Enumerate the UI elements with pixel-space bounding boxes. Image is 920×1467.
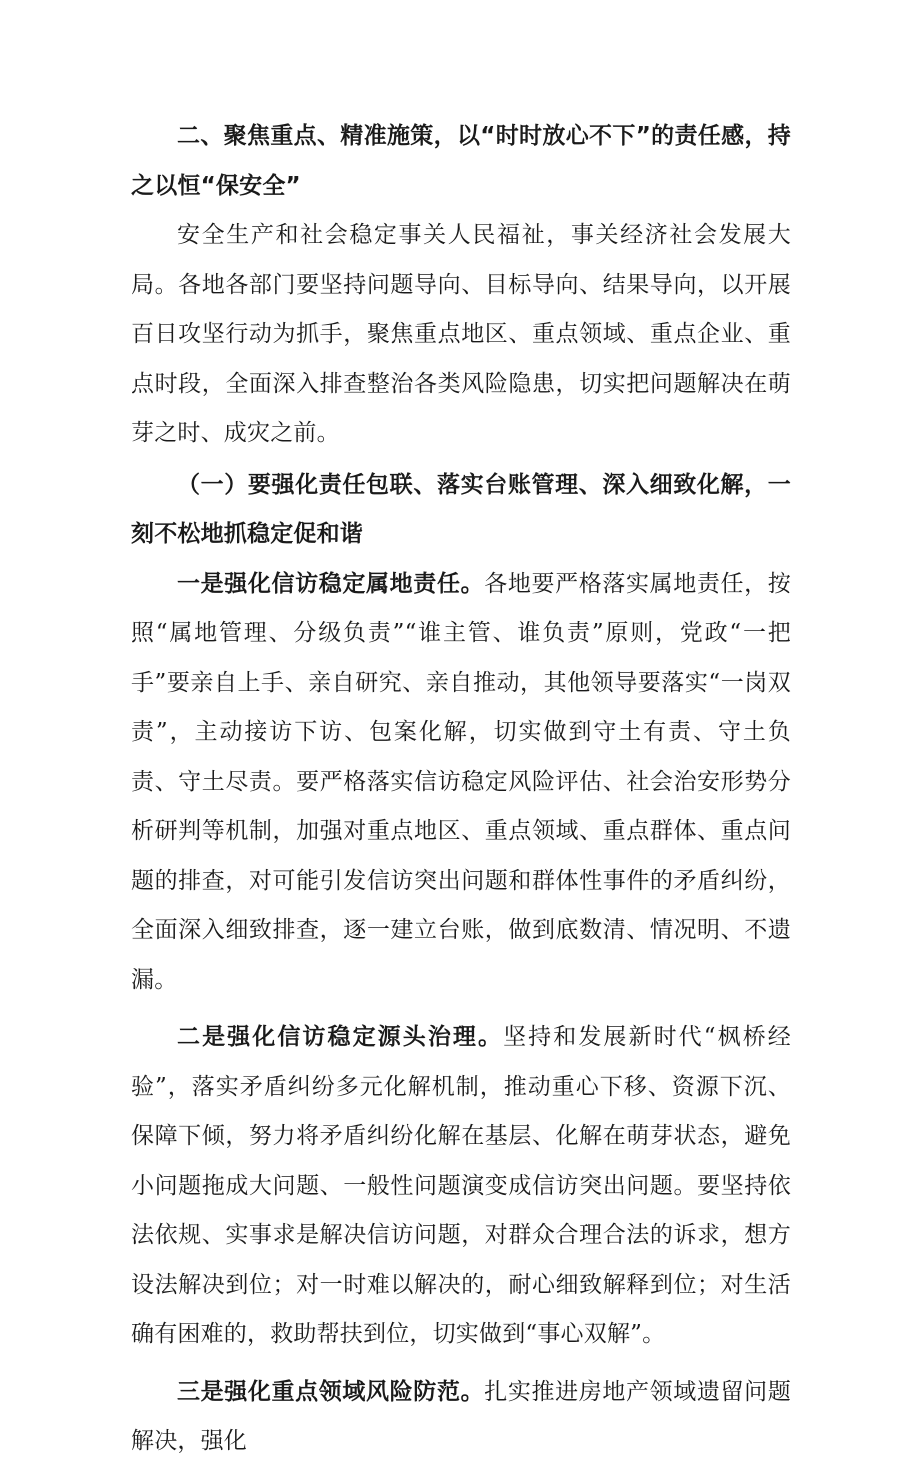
- document-body: [131, 112, 791, 1467]
- item-lead-3: 三是强化重点领域风险防范。: [177, 1378, 485, 1405]
- intro-paragraph: 安全生产和社会稳定事关人民福祉，事关经济社会发展大局。各地各部门要坚持问题导向、目标导向、结果导向，以开展百日攻坚行动为抓手，聚焦重点地区、重点领域、重点企业、重点时段，全面深入排查整治各类风险隐患，切实把问题解决在萌芽之时、成灾之前。: [131, 222, 791, 446]
- spacer: [131, 1005, 791, 1013]
- item-lead-2: 二是强化信访稳定源头治理。: [177, 1024, 504, 1050]
- section-heading: 二、聚焦重点、精准施策，以“时时放心不下”的责任感，持之以恒“保安全”: [131, 123, 791, 199]
- item-lead-1: 一是强化信访稳定属地责任。: [177, 570, 485, 597]
- spacer: [131, 1360, 791, 1368]
- item-text-3: 扎实推进房地产领域遗留问题解决，强化: [131, 1378, 791, 1454]
- subsection-heading: （一）要强化责任包联、落实台账管理、深入细致化解，一刻不松地抓稳定促和谐: [131, 471, 791, 547]
- item-paragraph-2: [131, 1013, 791, 1360]
- item-text-2: 坚持和发展新时代“枫桥经验”，落实矛盾纠纷多元化解机制，推动重心下移、资源下沉、保障下倾，努力将矛盾纠纷化解在基层、化解在萌芽状态，避免小问题拖成大问题、一般性问题演变成信访突出问题。要坚持依法依规、实事求是解决信访问题，对群众合理合法的诉求，想方设法解决到位；对一时难以解决的，耐心细致解释到位；对生活确有困难的，救助帮扶到位，切实做到“事心双解”。: [131, 1024, 791, 1347]
- item-text-1: 各地要严格落实属地责任，按照“属地管理、分级负责”“谁主管、谁负责”原则，党政“一把手”要亲自上手、亲自研究、亲自推动，其他领导要落实“一岗双责”，主动接访下访、包案化解，切实做到守土有责、守土负责、守土尽责。要严格落实信访稳定风险评估、社会治安形势分析研判等机制，加强对重点地区、重点领域、重点群体、重点问题的排查，对可能引发信访突出问题和群体性事件的矛盾纠纷，全面深入细致排查，逐一建立台账，做到底数清、情况明、不遗漏。: [131, 570, 791, 993]
- item-paragraph-1: [131, 560, 791, 1006]
- item-paragraph-3: [131, 1368, 791, 1467]
